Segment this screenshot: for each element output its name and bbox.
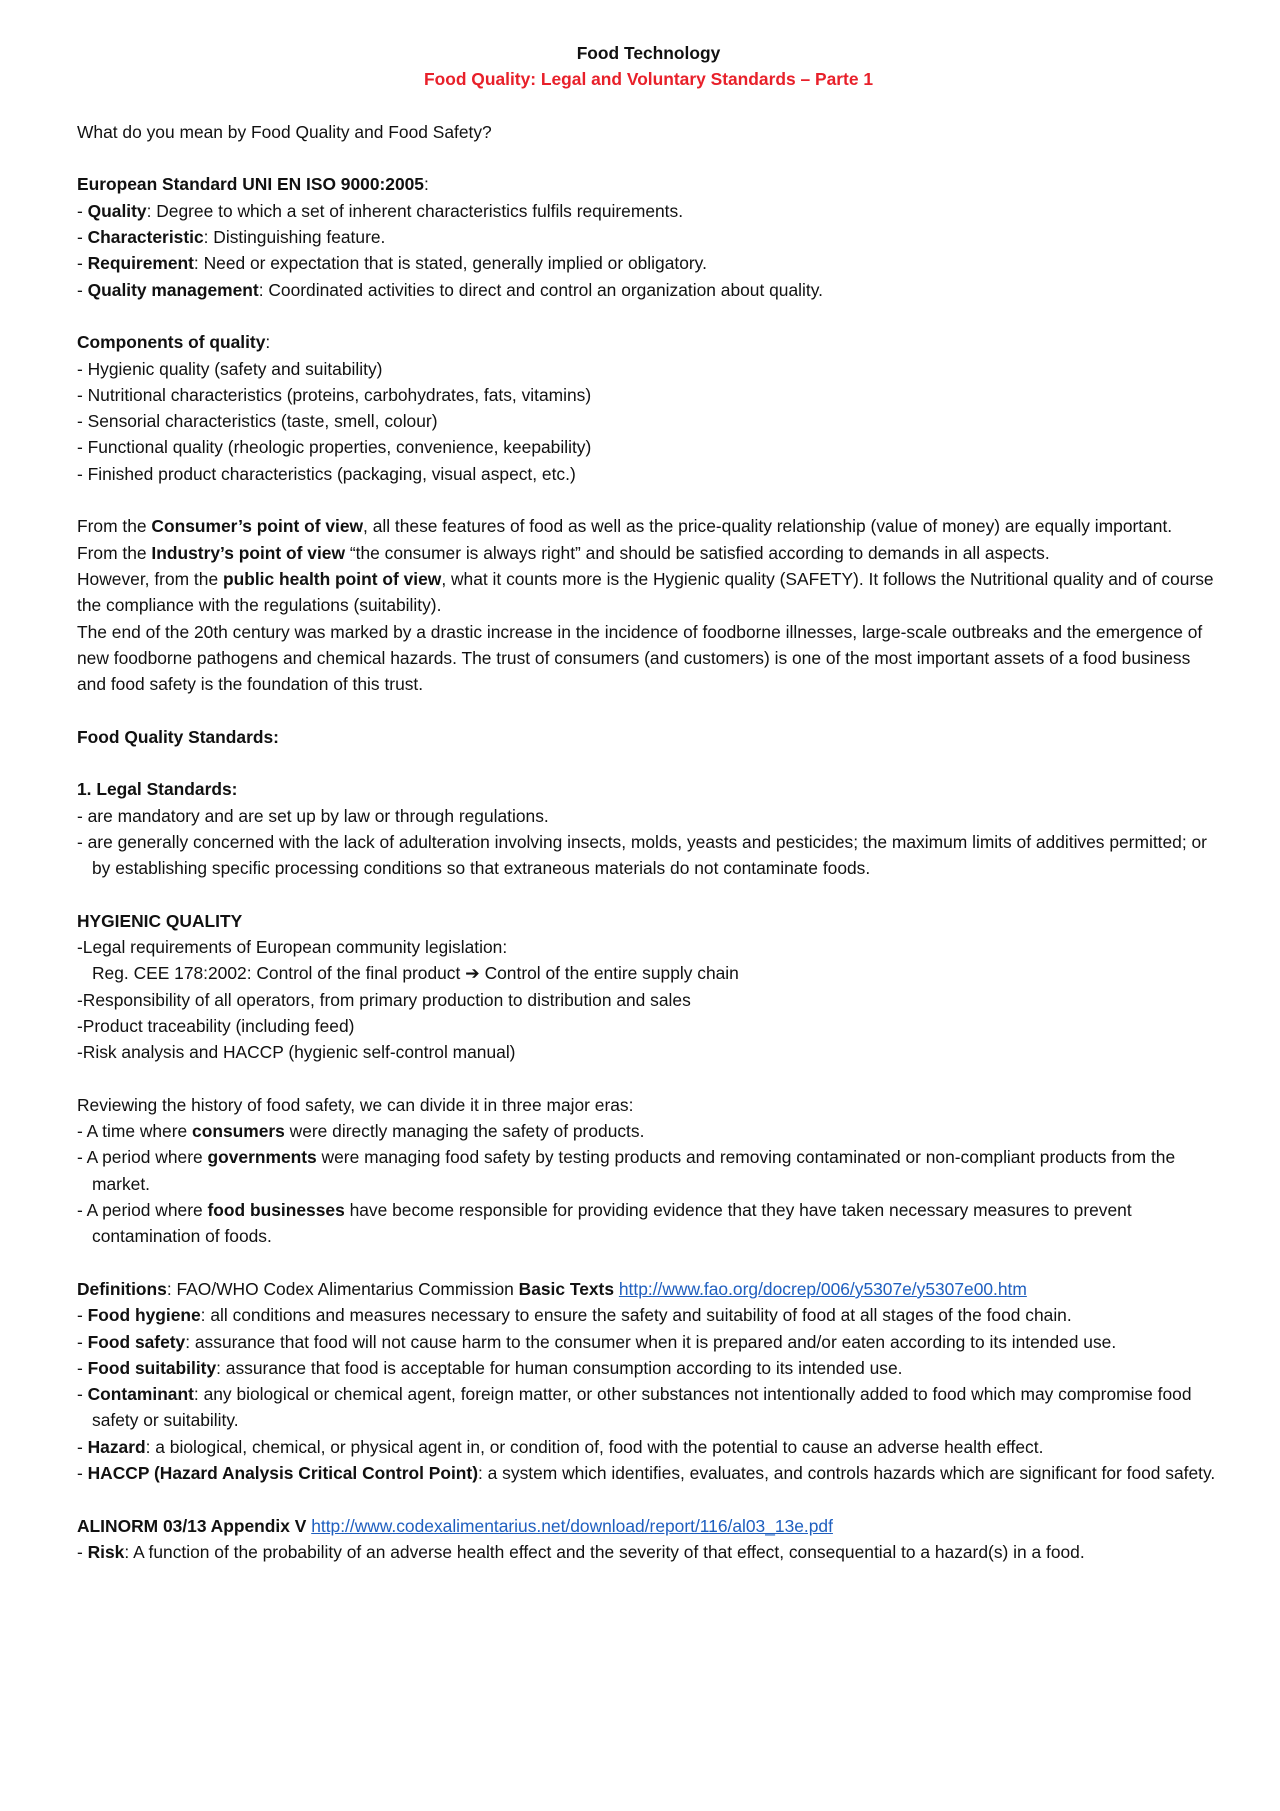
- text-span: , all these features of food as well as the price-quality relationship (value of money) are equally important.: [363, 516, 1173, 537]
- bold-span: Industry’s point of view: [151, 542, 345, 563]
- iso-text: : Distinguishing feature.: [203, 227, 386, 248]
- bold-span: ALINORM 03/13 Appendix V: [77, 1515, 307, 1536]
- hygienic-item: -Product traceability (including feed): [77, 1015, 355, 1036]
- component-item: - Sensorial characteristics (taste, smell, colour): [77, 411, 438, 432]
- iso-term: Requirement: [87, 253, 194, 274]
- hygienic-item: -Risk analysis and HACCP (hygienic self-control manual): [77, 1042, 516, 1063]
- iso-term: Quality: [87, 200, 147, 221]
- text-span: Control of the entire supply chain: [479, 963, 739, 984]
- components-heading-line: Components of quality:: [77, 332, 271, 353]
- definition-term: HACCP (Hazard Analysis Critical Control Point): [87, 1463, 479, 1484]
- definition-text: : a system which identifies, evaluates, and controls hazards which are significant for food safety.: [478, 1463, 1216, 1484]
- bold-span: HYGIENIC QUALITY: [77, 910, 243, 931]
- legal-item: - are generally concerned with the lack of adulteration involving insects, molds, yeasts and pesticides; the maximum limits of additives permitted; or by establishing specific processing conditions so that extraneous materials do not contaminate foods.: [77, 831, 1207, 879]
- definition-term: Food hygiene: [87, 1305, 201, 1326]
- bold-span: 1. Legal Standards:: [77, 779, 238, 800]
- intro-question: What do you mean by Food Quality and Food Safety?: [77, 121, 492, 142]
- codex-link[interactable]: http://www.codexalimentarius.net/download/report/116/al03_13e.pdf: [311, 1515, 833, 1536]
- consumer-viewpoint: [77, 513, 1220, 539]
- iso-item-quality: - Quality: Degree to which a set of inherent characteristics fulfils requirements.: [77, 200, 684, 221]
- iso-text: : Degree to which a set of inherent characteristics fulfils requirements.: [146, 200, 684, 221]
- hygienic-item: -Responsibility of all operators, from primary production to distribution and sales: [77, 989, 691, 1010]
- definition-text: : assurance that food is acceptable for human consumption according to its intended use.: [216, 1357, 903, 1378]
- definition-term: Food safety: [87, 1331, 186, 1352]
- definition-term: Contaminant: [87, 1384, 194, 1405]
- alinorm-heading-line: [77, 1513, 1220, 1539]
- text-span: - A period where: [77, 1200, 208, 1221]
- legal-item: - are mandatory and are set up by law or through regulations.: [77, 805, 549, 826]
- definition-item: - HACCP (Hazard Analysis Critical Control Point): a system which identifies, evaluates, and controls hazards which are significant for food safety.: [77, 1463, 1216, 1484]
- text-span: However, from the: [77, 568, 223, 589]
- legal-standards-heading: [77, 776, 1220, 802]
- bold-span: governments: [207, 1147, 317, 1168]
- iso-heading: European Standard UNI EN ISO 9000:2005: [77, 174, 424, 195]
- text-span: , what it counts more is the Hygienic quality (SAFETY). It follows the Nutritional quality and of course the compliance with the regulations (suitability).: [77, 568, 1214, 616]
- definition-item: - Food safety: assurance that food will not cause harm to the consumer when it is prepared and/or eaten according to its intended use.: [77, 1331, 1117, 1352]
- definition-text: : A function of the probability of an adverse health effect and the severity of that effect, consequential to a hazard(s) in a food.: [124, 1541, 1085, 1562]
- text-span: were managing food safety by testing products and removing contaminated or non-compliant products from the market.: [92, 1147, 1176, 1194]
- document-title: Food Technology: [576, 43, 721, 63]
- definition-text: : a biological, chemical, or physical agent in, or condition of, food with the potential to cause an adverse health effect.: [145, 1436, 1044, 1457]
- definition-item: - Contaminant: any biological or chemical agent, foreign matter, or other substances not intentionally added to food which may compromise food safety or suitability.: [77, 1384, 1192, 1431]
- text-span: have become responsible for providing evidence that they have taken necessary measures to prevent contamination of foods.: [92, 1200, 1132, 1247]
- bold-span: consumers: [192, 1121, 285, 1142]
- text-span: Reg. CEE 178:2002: Control of the final product: [92, 963, 466, 984]
- text-span: From the: [77, 542, 152, 563]
- standards-heading: [77, 724, 1220, 750]
- bold-span: food businesses: [207, 1200, 345, 1221]
- eras-intro: Reviewing the history of food safety, we can divide it in three major eras:: [77, 1094, 634, 1115]
- bold-span: Basic Texts: [518, 1278, 615, 1299]
- component-item: - Finished product characteristics (packaging, visual aspect, etc.): [77, 463, 576, 484]
- text-span: were directly managing the safety of products.: [284, 1121, 645, 1142]
- definition-term: Food suitability: [87, 1357, 217, 1378]
- definition-item: - Food suitability: assurance that food is acceptable for human consumption according to its intended use.: [77, 1357, 903, 1378]
- text-span: - A period where: [77, 1147, 208, 1168]
- definitions-heading-line: [77, 1276, 1220, 1302]
- iso-heading-line: European Standard UNI EN ISO 9000:2005:: [77, 174, 429, 195]
- history-paragraph: The end of the 20th century was marked by a drastic increase in the incidence of foodborne illnesses, large-scale outbreaks and the emergence of new foodborne pathogens and chemical hazards. The trust of consumers (and customers) is one of the most important assets of a food business and food safety is the foundation of this trust.: [77, 621, 1203, 695]
- arrow-right-icon: ➔: [465, 963, 480, 984]
- component-item: - Functional quality (rheologic properties, convenience, keepability): [77, 437, 592, 458]
- iso-item-characteristic: - Characteristic: Distinguishing feature.: [77, 227, 386, 248]
- public-health-viewpoint: [77, 566, 1220, 619]
- iso-term: Quality management: [87, 279, 259, 300]
- bold-span: Food Quality Standards:: [77, 726, 279, 747]
- iso-text: : Need or expectation that is stated, generally implied or obligatory.: [193, 253, 707, 274]
- definition-term: Risk: [87, 1541, 125, 1562]
- document-subtitle: Food Quality: Legal and Voluntary Standards – Parte 1: [423, 69, 874, 90]
- text-span: “the consumer is always right” and should be satisfied according to demands in all aspects.: [345, 542, 1050, 563]
- definition-text: : assurance that food will not cause harm to the consumer when it is prepared and/or eaten according to its intended use.: [185, 1331, 1117, 1352]
- text-span: : FAO/WHO Codex Alimentarius Commission: [166, 1278, 519, 1299]
- era-item: [77, 1197, 1220, 1250]
- era-item: [77, 1144, 1220, 1197]
- definition-text: : all conditions and measures necessary to ensure the safety and suitability of food at all stages of the food chain.: [200, 1305, 1072, 1326]
- text-span: - A time where: [77, 1121, 193, 1142]
- definition-text: : any biological or chemical agent, foreign matter, or other substances not intentionally added to food which may compromise food safety or suitability.: [92, 1384, 1192, 1431]
- era-item: [77, 1118, 1220, 1144]
- iso-term: Characteristic: [87, 227, 204, 248]
- text-span: From the: [77, 516, 152, 537]
- fao-link[interactable]: http://www.fao.org/docrep/006/y5307e/y5307e00.htm: [618, 1278, 1027, 1299]
- components-heading: Components of quality: [77, 332, 266, 353]
- regulation-line: [77, 960, 1220, 986]
- hygienic-line: -Legal requirements of European community legislation:: [77, 937, 508, 958]
- iso-item-quality-management: - Quality management: Coordinated activities to direct and control an organization about quality.: [77, 279, 823, 300]
- definition-item: - Hazard: a biological, chemical, or physical agent in, or condition of, food with the potential to cause an adverse health effect.: [77, 1436, 1044, 1457]
- bold-span: public health point of view: [222, 568, 442, 589]
- definition-term: Hazard: [87, 1436, 146, 1457]
- hygienic-heading: [77, 908, 1220, 934]
- bold-span: Definitions: [77, 1278, 167, 1299]
- iso-item-requirement: - Requirement: Need or expectation that is stated, generally implied or obligatory.: [77, 253, 707, 274]
- definition-item: - Food hygiene: all conditions and measures necessary to ensure the safety and suitability of food at all stages of the food chain.: [77, 1305, 1072, 1326]
- bold-span: Consumer’s point of view: [151, 516, 364, 537]
- industry-viewpoint: [77, 540, 1220, 566]
- iso-text: : Coordinated activities to direct and control an organization about quality.: [258, 279, 823, 300]
- component-item: - Nutritional characteristics (proteins, carbohydrates, fats, vitamins): [77, 384, 592, 405]
- risk-definition: - Risk: A function of the probability of an adverse health effect and the severity of that effect, consequential to a hazard(s) in a food.: [77, 1541, 1085, 1562]
- component-item: - Hygienic quality (safety and suitability): [77, 358, 383, 379]
